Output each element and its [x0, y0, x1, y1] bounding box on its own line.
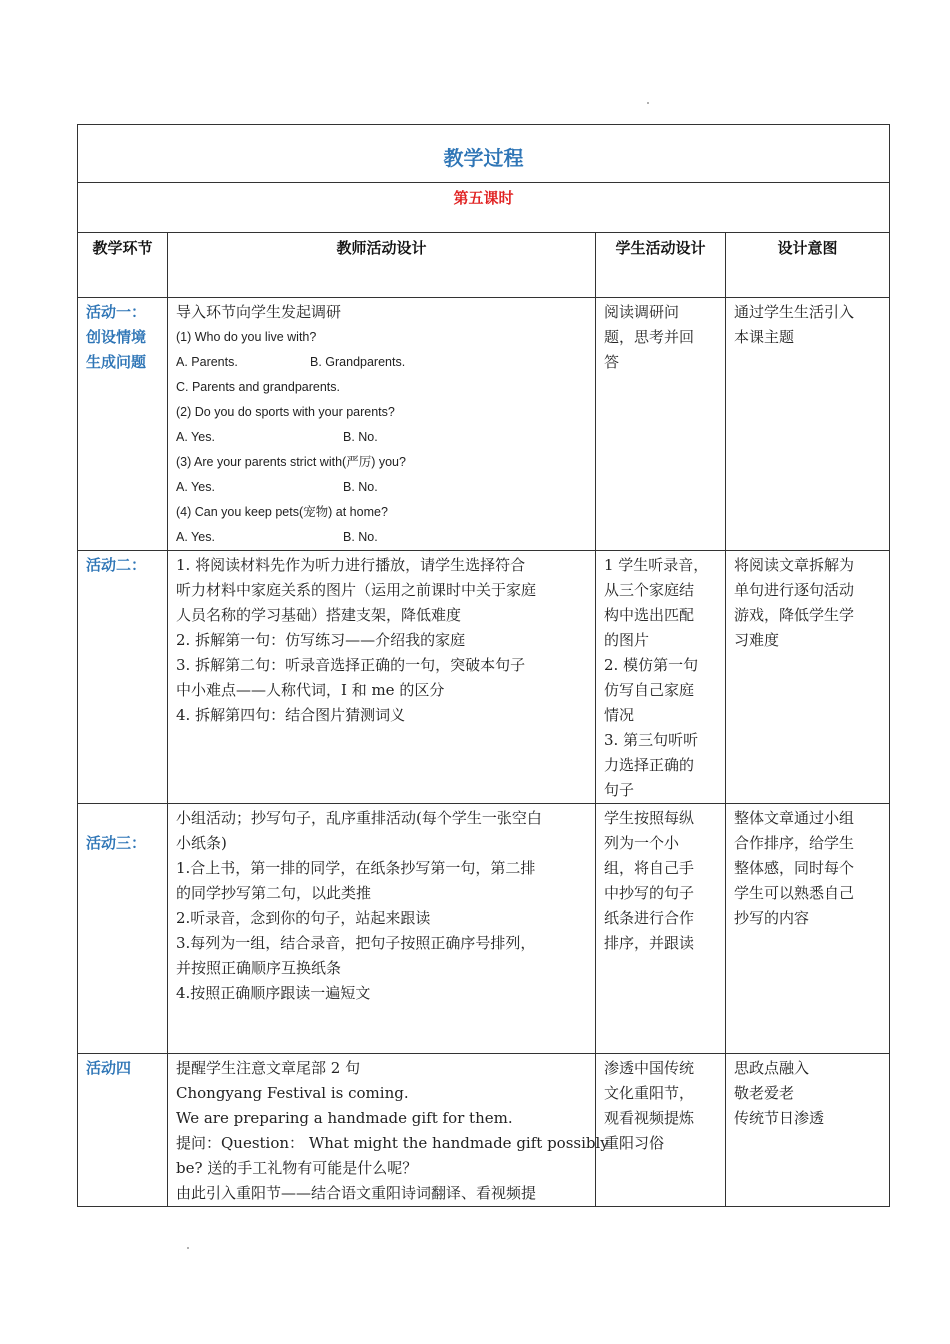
- activity-4-student: 渗透中国传统 文化重阳节， 观看视频提炼 重阳习俗: [596, 1054, 726, 1207]
- page-title: 教学过程: [443, 146, 524, 170]
- survey-question-1: (1) Who do you live with?: [176, 330, 317, 344]
- lesson-cell: [78, 183, 890, 233]
- survey-question-3: (3) Are your parents strict with(严厉) you?: [176, 455, 406, 469]
- activity-2-teacher: 1. 将阅读材料先作为听力进行播放，请学生选择符合 听力材料中家庭关系的图片（运用之前课时中关于家庭 人员名称的学习基础）搭建支架，降低难度 2. 拆解第一句：仿写练习——介绍我的家庭 3. 拆解第二句：听录音选择正确的一句，突破本句子 中小难点——人称代词，I 和 me 的区分 4. 拆解第四句：结合图片猜测词义: [168, 551, 596, 804]
- header-student: 学生活动设计: [596, 233, 726, 298]
- activity-2-student: 1 学生听录音， 从三个家庭结 构中选出匹配 的图片 2. 模仿第一句 仿写自己家庭 情况 3. 第三句听听 力选择正确的 句子: [596, 551, 726, 804]
- activity-3-label: 活动三：: [78, 804, 168, 1054]
- activity-2-intent: 将阅读文章拆解为 单句进行逐句活动 游戏，降低学生学 习难度: [726, 551, 890, 804]
- survey-options-2: A. Yes. B. No.: [176, 430, 378, 444]
- teaching-process-table: [77, 124, 890, 1207]
- lesson-title: 第五课时: [453, 189, 514, 207]
- activity-4-intent: 思政点融入 敬老爱老 传统节日渗透: [726, 1054, 890, 1207]
- survey-question-2: (2) Do you do sports with your parents?: [176, 405, 395, 419]
- page-mark-bottom: [187, 1247, 189, 1249]
- activity-4-label: 活动四: [78, 1054, 168, 1207]
- activity-1-teacher: 导入环节向学生发起调研 (1) Who do you live with? A. Parents. B. Grandparents. C. Parents and grandparents. (2) Do you do sports with your parents? A. Yes. B. No. (3) Are your parents strict with(严厉) you? A. Yes. B. No. (4) Can you keep pets(宠物) at home? A. Yes. B. No.: [168, 298, 596, 551]
- header-stage: 教学环节: [78, 233, 168, 298]
- survey-question-4: (4) Can you keep pets(宠物) at home?: [176, 505, 388, 519]
- survey-options-3: A. Yes. B. No.: [176, 480, 378, 494]
- title-cell: [78, 125, 890, 183]
- activity-1-student: 阅读调研问 题，思考并回 答: [596, 298, 726, 551]
- survey-options-1: A. Parents. B. Grandparents.: [176, 355, 406, 369]
- header-intent: 设计意图: [726, 233, 890, 298]
- header-teacher: 教师活动设计: [168, 233, 596, 298]
- activity-1-intent: 通过学生生活引入 本课主题: [726, 298, 890, 551]
- page-mark-top: [647, 102, 649, 104]
- activity-3-teacher: 小组活动；抄写句子，乱序重排活动(每个学生一张空白 小纸条) 1.合上书，第一排的同学，在纸条抄写第一句，第二排 的同学抄写第二句，以此类推 2.听录音，念到你的句子，站起来跟读 3.每列为一组，结合录音，把句子按照正确序号排列， 并按照正确顺序互换纸条 4.按照正确顺序跟读一遍短文: [168, 804, 596, 1054]
- activity-1-label: 活动一： 创设情境 生成问题: [78, 298, 168, 551]
- activity-3-student: 学生按照每纵 列为一个小 组，将自己手 中抄写的句子 纸条进行合作 排序，并跟读: [596, 804, 726, 1054]
- activity-2-label: 活动二：: [78, 551, 168, 804]
- activity-3-intent: 整体文章通过小组 合作排序，给学生 整体感，同时每个 学生可以熟悉自己 抄写的内容: [726, 804, 890, 1054]
- survey-options-4: A. Yes. B. No.: [176, 530, 378, 544]
- activity-4-teacher: 提醒学生注意文章尾部 2 句 Chongyang Festival is coming. We are preparing a handmade gift for them. 提问：Question： What might the handmade gift possibly be? 送的手工礼物有可能是什么呢？ 由此引入重阳节——结合语文重阳诗词翻译、看视频提: [168, 1054, 596, 1207]
